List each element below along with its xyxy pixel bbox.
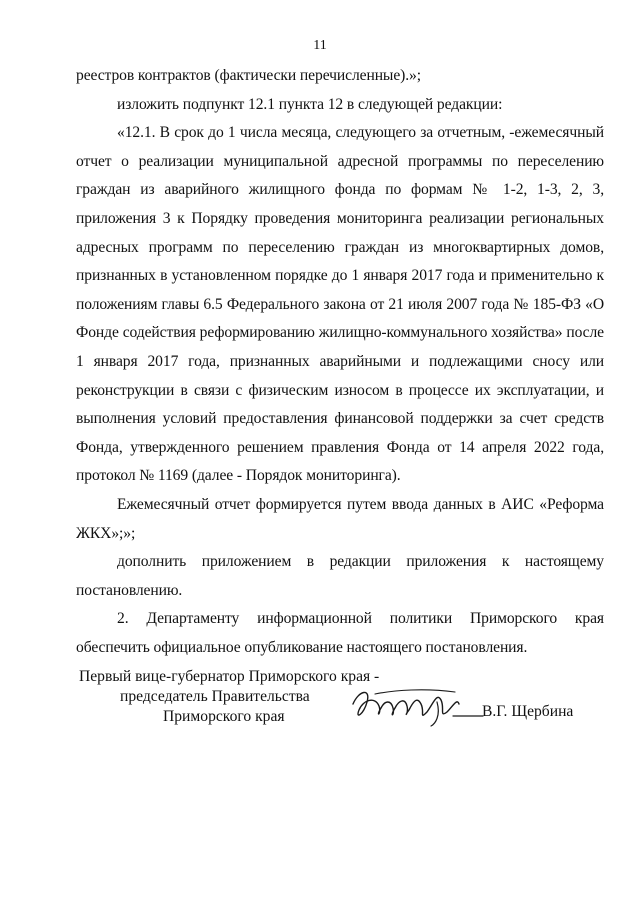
signatory-title-line-1: Первый вице-губернатор Приморского края - [79,668,380,685]
paragraph-3: «12.1. В срок до 1 числа месяца, следующего за отчетным, -ежемесячный отчет о реализации муниципальной адресной программы по переселению граждан из аварийного жилищного фонда по формам № 1-2, 1-3, 2, 3, приложения 3 к Порядку проведения мониторинга реализации региональных адресных программ по переселению граждан из многоквартирных домов, признанных в установленном порядке до 1 января 2017 года и применительно к положениям главы 6.5 Федерального закона от 21 июля 2007 года № 185-ФЗ «О Фонде содействия реформированию жилищно-коммунального хозяйства» после 1 января 2017 года, признанных аварийными и подлежащими сносу или реконструкции в связи с физическим износом в процессе их эксплуатации, и выполнения условий предоставления финансовой поддержки за счет средств Фонда, утвержденного решением правления Фонда от 14 апреля 2022 года, протокол № 1169 (далее - Порядок мониторинга). [76,124,604,485]
signatory-title-line-2: председатель Правительства [120,688,310,705]
paragraph-1: реестров контрактов (фактически перечисленные).»; [76,67,421,84]
signatory-name: В.Г. Щербина [482,703,574,720]
handwritten-signature [345,682,485,728]
paragraph-5: дополнить приложением в редакции приложения к настоящему постановлению. [76,553,604,599]
paragraph-4: Ежемесячный отчет формируется путем ввода данных в АИС «Реформа ЖКХ»;»; [76,495,604,542]
document-body [76,62,604,662]
paragraph-2: изложить подпункт 12.1 пункта 12 в следующей редакции: [117,95,503,113]
page-number: 11 [313,38,327,53]
signature-block [0,664,640,724]
signatory-title-line-3: Приморского края [163,708,285,725]
paragraph-6: 2. Департаменту информационной политики Приморского края обеспечить официальное опубликование настоящего постановления. [76,610,604,656]
